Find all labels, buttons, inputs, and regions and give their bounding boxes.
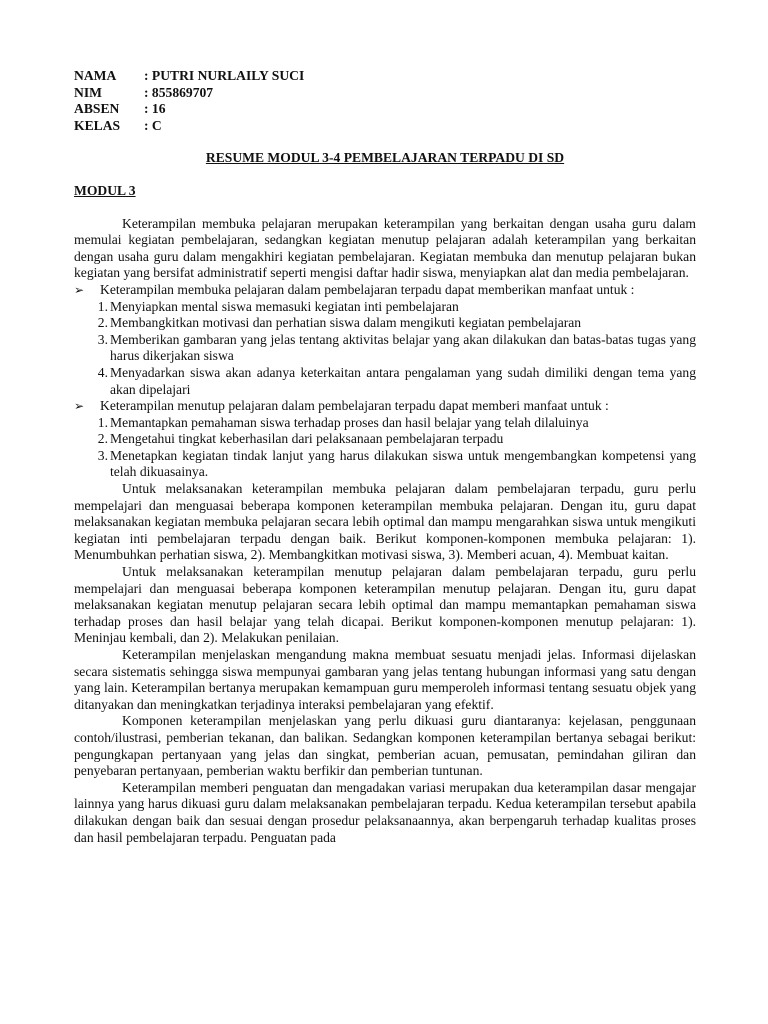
body-paragraph: Untuk melaksanakan keterampilan membuka pelajaran dalam pembelajaran terpadu, guru perlu mempelajari dan menguasai beberapa komponen keterampilan membuka pelajaran. Dengan itu, guru dapat melaksanakan kegiatan membuka pelajaran secara lebih optimal dan mampu mengarahkan siswa untuk mengikuti kegiatan inti pembelajaran terpadu dengan baik. Berikut komponen-komponen membuka pelajaran: 1). Menumbuhkan perhatian siswa, 2). Membangkitkan motivasi siswa, 3). Memberi acuan, 4). Membuat kaitan. xyxy=(74,481,696,563)
bullet-text: Keterampilan menutup pelajaran dalam pembelajaran terpadu dapat memberi manfaat untuk : xyxy=(100,398,609,414)
list-number: 3. xyxy=(97,331,108,347)
bullet-item xyxy=(74,398,696,415)
numbered-list xyxy=(74,415,696,481)
arrow-bullet-icon: ➢ xyxy=(74,399,85,414)
student-identity xyxy=(74,68,304,134)
identity-value: : PUTRI NURLAILY SUCI xyxy=(144,68,305,83)
list-item xyxy=(74,365,696,398)
document-page xyxy=(74,68,696,846)
list-text: Mengetahui tingkat keberhasilan dari pelaksanaan pembelajaran terpadu xyxy=(110,431,504,447)
list-item xyxy=(74,448,696,481)
identity-key: NIM xyxy=(74,84,102,100)
list-item xyxy=(74,415,696,432)
section-heading: MODUL 3 xyxy=(74,182,136,198)
identity-value: : C xyxy=(144,117,162,133)
list-number: 4. xyxy=(97,364,108,380)
identity-value: : 855869707 xyxy=(144,84,214,100)
body-paragraph: Untuk melaksanakan keterampilan menutup pelajaran dalam pembelajaran terpadu, guru perlu mempelajari dan menguasai beberapa komponen keterampilan menutup pelajaran. Dengan itu, guru dapat melaksanakan kegiatan menutup pelajaran secara lebih optimal dan mampu memantapkan pemahaman siswa terhadap proses dan hasil belajar yang telah dicapai. Berikut komponen-komponen menutup pelajaran: 1). Meninjau kembali, dan 2). Melakukan penilaian. xyxy=(74,564,696,646)
list-text: Menyiapkan mental siswa memasuki kegiatan inti pembelajaran xyxy=(110,298,459,314)
list-text: Membangkitkan motivasi dan perhatian siswa dalam mengikuti kegiatan pembelajaran xyxy=(110,315,582,331)
identity-key: ABSEN xyxy=(74,101,120,117)
arrow-bullet-icon: ➢ xyxy=(74,282,85,297)
list-number: 2. xyxy=(97,431,108,447)
list-item xyxy=(74,299,696,316)
body-paragraph: Komponen keterampilan menjelaskan yang perlu dikuasi guru diantaranya: kejelasan, penggunaan contoh/ilustrasi, pemberian tekanan, dan balikan. Sedangkan komponen keterampilan bertanya sebagai berikut: pengungkapan pertanyaan yang jelas dan singkat, pemberian acuan, pemusatan, pemindahan giliran dan penyebaran pertanyaan, pemberian waktu berfikir dan pemberian tuntunan. xyxy=(74,713,696,779)
identity-row-absen xyxy=(74,101,304,118)
list-text: Memantapkan pemahaman siswa terhadap proses dan hasil belajar yang telah dilaluinya xyxy=(110,414,589,430)
list-item xyxy=(74,332,696,365)
list-text: Memberikan gambaran yang jelas tentang aktivitas belajar yang akan dilakukan dan batas-batas tugas yang harus dikerjakan siswa xyxy=(110,331,696,364)
identity-row-kelas xyxy=(74,118,304,135)
list-text: Menyadarkan siswa akan adanya keterkaitan antara pengalaman yang sudah dimiliki dengan tema yang akan dipelajari xyxy=(110,364,696,397)
list-item xyxy=(74,431,696,448)
identity-key: NAMA xyxy=(74,68,117,83)
identity-value: : 16 xyxy=(144,101,166,117)
numbered-list xyxy=(74,299,696,399)
list-text: Menetapkan kegiatan tindak lanjut yang harus dilakukan siswa untuk mengembangkan kompetensi yang telah dikuasainya. xyxy=(110,447,696,480)
bullet-item xyxy=(74,282,696,299)
body-paragraph: Keterampilan memberi penguatan dan mengadakan variasi merupakan dua keterampilan dasar mengajar lainnya yang harus dikuasi guru dalam melaksanakan pembelajaran terpadu. Kedua keterampilan tersebut apabila dilakukan dengan baik dan sesuai dengan prosedur pelaksanaannya, akan berpengaruh terhadap kualitas proses dan hasil pembelajaran terpadu. Penguatan pada xyxy=(74,779,696,845)
bullet-text: Keterampilan membuka pelajaran dalam pembelajaran terpadu dapat memberikan manfaat untuk : xyxy=(100,281,635,297)
list-number: 1. xyxy=(97,414,108,430)
body-paragraph: Keterampilan menjelaskan mengandung makna membuat sesuatu menjadi jelas. Informasi dijelaskan secara sistematis sehingga siswa mempunyai gambaran yang jelas tentang hubungan informasi yang satu dengan yang lain. Keterampilan bertanya merupakan kemampuan guru memperoleh informasi tentang sesuatu objek yang ditanyakan dan meningkatkan terjadinya interaksi pembelajaran yang efektif. xyxy=(74,647,696,712)
identity-row-nama xyxy=(74,68,304,85)
identity-key: KELAS xyxy=(74,117,121,133)
intro-paragraph: Keterampilan membuka pelajaran merupakan keterampilan yang berkaitan dengan usaha guru dalam memulai kegiatan pembelajaran, sedangkan kegiatan menutup pelajaran adalah keterampilan yang berkaitan dengan usaha guru dalam mengakhiri kegiatan pembelajaran. Kegiatan membuka dan menutup pelajaran bukan kegiatan yang bersifat administratif seperti mengisi daftar hadir siswa, menyiapkan alat dan media pembelajaran. xyxy=(74,215,696,281)
identity-row-nim xyxy=(74,85,304,102)
list-number: 3. xyxy=(97,447,108,463)
document-title: RESUME MODUL 3-4 PEMBELAJARAN TERPADU DI SD xyxy=(205,150,565,166)
list-number: 1. xyxy=(97,298,108,314)
list-item xyxy=(74,315,696,332)
list-number: 2. xyxy=(97,315,108,331)
